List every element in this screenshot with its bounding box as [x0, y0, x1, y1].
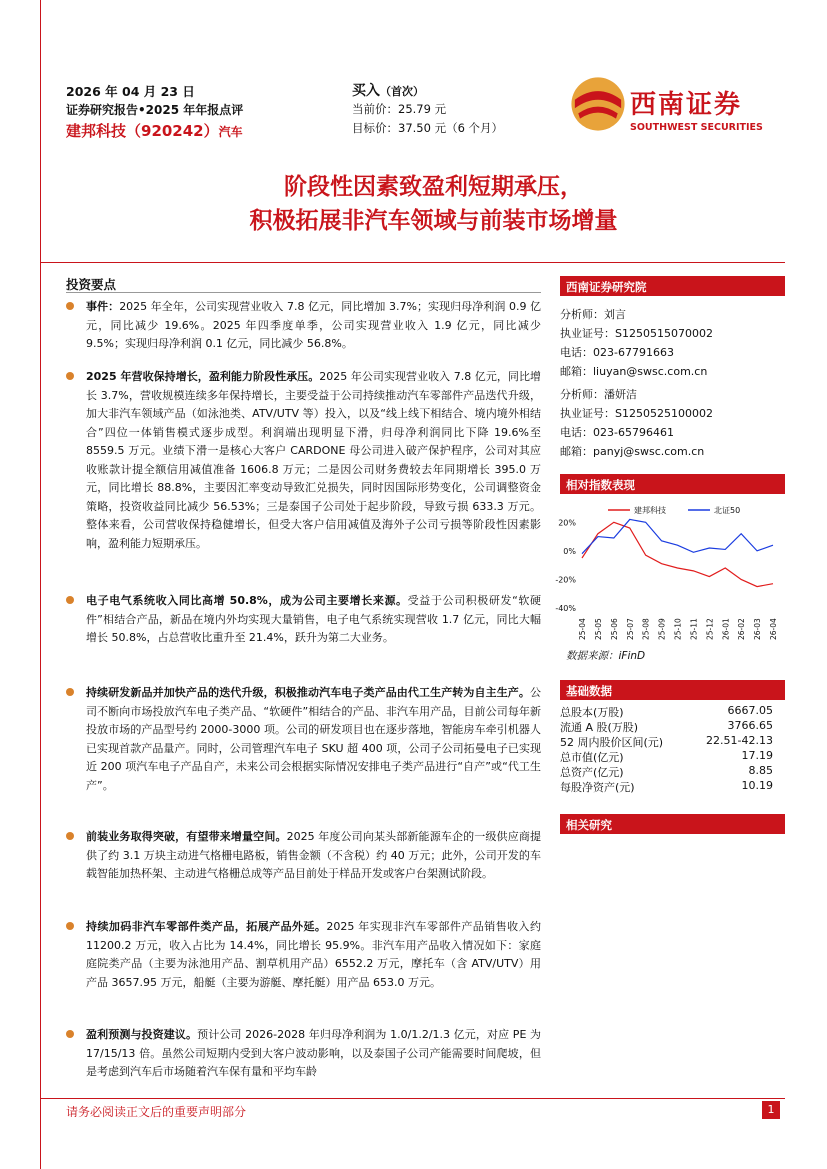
paragraph: 2025 年营收保持增长，盈利能力阶段性承压。2025 年公司实现营业收入 7.8 亿元，同比增长 3.7%，营收规模连续多年保持增长，主要受益于公司持续推动汽车零部件产品迭代升级，加大非汽车领域产品（如泳池类、ATV/UTV 等）投入，以及“线上线下相结合、境内境外相结合”四位一体销售模式逐步成型。利润端出现明显下滑，归母净利润同比下降 19.6%至 8559.5 万元。业绩下滑一是核心大客户 CARDONE 母公司进入破产保护程序，公司对其应收账款计提全额信用减值准备 1606.8 万元；二是因公司财务费较去年同期增长 395.0 万元，同比增长 88.8%，主要因汇率变动导致汇兑损失，同时因国际形势变化，公司调整资金策略，投资收益同比减少 56.53%；三是泰国子公司处于起步阶段，导致亏损 633.3 万元。整体来看，公司营收保持稳健增长，但受大客户信用减值及海外子公司亏损等阶段性因素影响，盈利能力短期承压。: [66, 368, 541, 553]
page-title-line1: 阶段性因素致盈利短期承压，: [284, 173, 583, 200]
paragraph: 事件：2025 年全年，公司实现营业收入 7.8 亿元，同比增加 3.7%；实现归母净利润 0.9 亿元，同比减少 19.6%。2025 年四季度单季，公司实现营业收入 1.9 亿元，同比减少 9.5%；实现归母净利润 0.1 亿元，同比减少 56.8%。: [66, 298, 541, 354]
footer-divider: [40, 1098, 785, 1099]
paragraph: 电子电气系统收入同比高增 50.8%，成为公司主要增长来源。受益于公司积极研发“软硬件”相结合产品，新品在境内外均实现大量销售，电子电气系统实现营收 1.7 亿元，同比大幅增长 50.8%，占总营收比重升至 21.4%，跃升为第二大业务。: [66, 592, 541, 648]
analyst-phone: 电话：023-65796461: [560, 426, 674, 439]
analyst-phone: 电话：023-67791663: [560, 346, 674, 359]
institute-title: 西南证券研究院: [566, 280, 647, 294]
x-tick-label: 26-04: [769, 618, 778, 640]
relative-index-chart: [555, 500, 783, 645]
y-tick-label: -20%: [555, 575, 576, 585]
paragraph: 盈利预测与投资建议。预计公司 2026-2028 年归母净利润为 1.0/1.2/1.3 亿元，对应 PE 为 17/15/13 倍。虽然公司短期内受到大客户波动影响，以及泰国子公司产能需要时间爬坡，但是考虑到汽车后市场随着汽车保有量和平均车龄: [66, 1026, 541, 1092]
x-tick-label: 25-12: [705, 618, 715, 640]
table-row: 52 周内股价区间(元) 22.51-42.13: [560, 734, 773, 749]
bullet-icon: [66, 922, 74, 930]
series-line: [582, 522, 773, 586]
x-tick-label: 25-11: [689, 618, 699, 640]
legend-label: 建邦科技: [634, 506, 666, 515]
rating-note: （首次）: [380, 85, 424, 98]
y-tick-label: -40%: [555, 604, 576, 613]
logo-text: 西南证券: [630, 90, 743, 120]
target-price: 目标价：37.50 元（6 个月）: [352, 121, 504, 135]
x-tick-label: 25-06: [609, 618, 619, 640]
institute-box: [560, 276, 785, 296]
logo-icon: [568, 74, 628, 134]
x-tick-label: 25-04: [578, 618, 587, 640]
analyst-cert: 执业证号：S1250525100002: [560, 407, 713, 420]
data-source: 数据来源：iFinD: [566, 650, 646, 662]
current-price: 当前价：25.79 元: [352, 102, 447, 116]
bullet-icon: [66, 832, 74, 840]
rating-value: 买入: [352, 83, 380, 99]
table-row: 每股净资产(元) 10.19: [560, 779, 773, 794]
analyst-block: [560, 306, 785, 466]
x-tick-label: 26-01: [721, 618, 731, 640]
basic-data-table: [560, 704, 785, 804]
logo-english: SOUTHWEST SECURITIES: [630, 122, 763, 133]
table-row: 总资产(亿元) 8.85: [560, 764, 773, 779]
page-number: 1: [762, 1101, 780, 1119]
industry: 汽车: [218, 125, 243, 139]
basic-data-box: [560, 680, 785, 700]
analyst-cert: 执业证号：S1250515070002: [560, 327, 713, 340]
report-date: 2026 年 04 月 23 日: [66, 84, 195, 99]
chart-title: 相对指数表现: [566, 478, 635, 492]
x-tick-label: 26-02: [737, 618, 747, 640]
paragraph: 前装业务取得突破，有望带来增量空间。2025 年度公司向某头部新能源车企的一级供应商提供了约 3.1 万块主动进气格栅电路板，销售金额（不含税）约 40 万元；此外，公司开发的车载智能加热杯架、主动进气格栅总成等产品目前处于样品开发或客户台架测试阶段。: [66, 828, 541, 884]
analyst-email: 邮箱：liuyan@swsc.com.cn: [560, 365, 708, 378]
analyst-email: 邮箱：panyj@swsc.com.cn: [560, 445, 705, 458]
table-row: 总市值(亿元) 17.19: [560, 749, 773, 764]
paragraph: 持续研发新品并加快产品的迭代升级，积极推动汽车电子类产品由代工生产转为自主生产。公司不断向市场投放汽车电子类产品、“软硬件”相结合的产品、非汽车用产品，目前公司每年新投放市场的产品型号约 2000-3000 项。公司的研发项目也在逐步落地，智能房车牵引机器人已实现首款产品量产。同时，公司管理汽车电子 SKU 超 400 项，公司子公司拓曼电子已实现近 200 项汽车电子产品自产，未来公司会根据实际情况安排电子类产品进行“自产”或“代工生产”。: [66, 684, 541, 795]
chart-title-box: [560, 474, 785, 494]
paragraph: 持续加码非汽车零部件类产品，拓展产品外延。2025 年实现非汽车零部件产品销售收入约 11200.2 万元，收入占比为 14.4%，同比增长 95.9%。非汽车用产品收入情况如下：家庭庭院类产品（主要为泳池用产品、割草机用产品）6552.2 万元，摩托车（含 ATV/UTV）用产品 3657.95 万元，船艇（主要为游艇、摩托艇）用产品 653.0 万元。: [66, 918, 541, 992]
analyst-name: 分析师：潘妍洁: [560, 388, 637, 401]
company-name: [66, 120, 243, 141]
y-tick-label: 0%: [563, 546, 576, 556]
company-code: 建邦科技（920242）: [66, 122, 219, 140]
related-research-title: 相关研究: [566, 818, 612, 832]
bullet-icon: [66, 302, 74, 310]
y-tick-label: 20%: [558, 518, 576, 528]
x-tick-label: 25-07: [625, 618, 635, 640]
related-research-box: [560, 814, 785, 834]
rating: [352, 80, 424, 100]
x-tick-label: 25-08: [641, 618, 651, 640]
x-tick-label: 26-03: [753, 618, 763, 640]
page-title-line2: 积极拓展非汽车领域与前装市场增量: [249, 207, 618, 234]
bullet-icon: [66, 1030, 74, 1038]
report-type: 证券研究报告•2025 年年报点评: [66, 103, 244, 117]
section-divider: [66, 292, 541, 293]
analyst-name: 分析师：刘言: [560, 308, 626, 321]
legend-label: 北证50: [714, 506, 741, 515]
section-title: 投资要点: [66, 277, 117, 292]
bullet-icon: [66, 596, 74, 604]
bullet-icon: [66, 688, 74, 696]
x-tick-label: 25-09: [657, 618, 667, 640]
basic-data-title: 基础数据: [566, 684, 612, 698]
footer-disclaimer: 请务必阅读正文后的重要声明部分: [66, 1105, 247, 1119]
table-row: 流通 A 股(万股) 3766.65: [560, 719, 773, 734]
table-row: 总股本(万股) 6667.05: [560, 704, 773, 719]
x-tick-label: 25-05: [593, 618, 603, 640]
title-divider: [40, 262, 785, 263]
bullet-icon: [66, 372, 74, 380]
x-tick-label: 25-10: [673, 618, 683, 640]
